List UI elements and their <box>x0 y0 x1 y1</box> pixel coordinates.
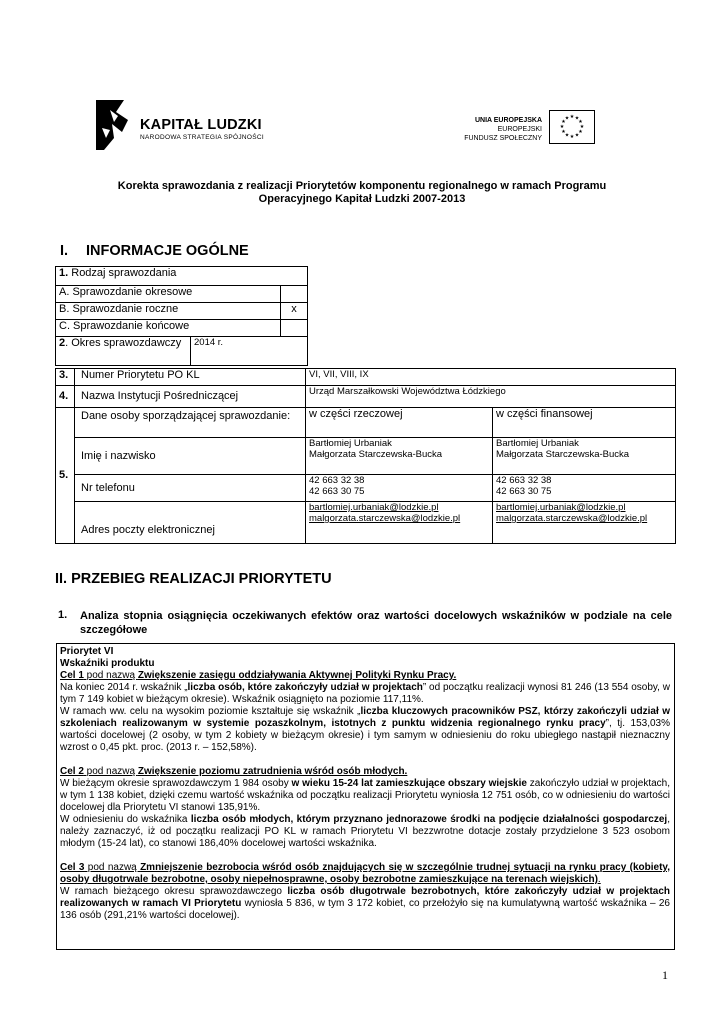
svg-text:★: ★ <box>559 124 565 130</box>
period-number: 2 <box>59 337 66 349</box>
name-financial-2: Małgorzata Starczewska-Bucka <box>496 449 630 460</box>
paragraph-2-a: W ramach ww. celu na wysokim poziomie kształtuje się wskaźnik „ <box>60 706 361 717</box>
kapital-ludzki-title: KAPITAŁ LUDZKI <box>140 117 262 133</box>
report-type-label: Rodzaj sprawozdania <box>68 267 177 279</box>
phone-financial <box>493 475 676 502</box>
paragraph-3-a: W bieżącym okresie sprawozdawczym 1 984 osoby <box>60 778 292 789</box>
option-b-label: B. Sprawozdanie roczne <box>56 303 281 320</box>
option-b-mark: x <box>281 303 308 320</box>
name-material-2: Małgorzata Starczewska-Bucka <box>309 449 443 460</box>
paragraph-2-b: liczba kluczowych pracowników PSZ, którzy zakończyli udział w szkoleniach realizowanym w systemie pozaszkolnym, istotnych z punktu widzenia regionalnego rynku pracy <box>60 706 670 729</box>
period-label <box>56 337 191 366</box>
goal-3-period: . <box>597 874 601 885</box>
email-material <box>306 502 493 544</box>
email-financial-1[interactable]: bartlomiej.urbaniak@lodzkie.pl <box>496 502 626 513</box>
kapital-ludzki-subtitle: NARODOWA STRATEGIA SPÓJNOŚCI <box>140 134 264 141</box>
column-financial-label: w części finansowej <box>493 408 676 438</box>
goal-2-connector: pod nazwą <box>83 766 138 777</box>
document-title <box>60 180 664 206</box>
priority-content <box>60 646 670 922</box>
row-3-number: 3. <box>56 369 75 386</box>
option-c-mark <box>281 320 308 337</box>
paragraph-5-a: W ramach bieżącego okresu sprawozdawczego <box>60 886 288 897</box>
paragraph-2-c: ”, tj. 153,03% wartości docelowej (2 osoby, w tym 2 kobiety w bieżącym okresie) i tym samym w odniesieniu do roku ubiegłego nastąpił nieznaczny wzrost o 0,45 pkt. proc. (2013 r. – 152,58%). <box>60 718 671 753</box>
name-material <box>306 438 493 475</box>
document-title-line-1: Korekta sprawozdania z realizacji Priorytetów komponentu regionalnego w ramach Programu <box>117 180 607 192</box>
paragraph-5-b: liczba osób długotrwale bezrobotnych, które zakończyły udział w projektach realizowanych w ramach VI Priorytetu <box>60 886 671 909</box>
eu-flag-icon <box>549 110 595 144</box>
phone-material-1: 42 663 32 38 <box>309 475 365 486</box>
paragraph-2 <box>60 706 670 754</box>
paragraph-1-c: ” od początku realizacji wynosi 81 246 (13 554 osoby, w tym 7 149 kobiet w bieżącym okresie). Wskaźnik osiągnięto na poziomie 117,11%. <box>60 682 670 705</box>
report-type-header <box>56 267 308 286</box>
email-financial <box>493 502 676 544</box>
ue-line-1: UNIA EUROPEJSKA <box>474 117 542 124</box>
row-4-number: 4. <box>56 386 75 408</box>
paragraph-4-c: , należy zaznaczyć, iż od początku realizacji PO KL w ramach Priorytetu VI bezzwrotne dotacje zostały przydzielone 3 523 osobom młodym (15-24 lat), co stanowi 186,40% docelowej wartości wskaźnika. <box>60 814 670 849</box>
goal-3-label: Cel 3 <box>60 862 85 873</box>
paragraph-3-c: zakończyło udział w projektach, w tym 1 138 kobiet, dzięki czemu wartość wskaźnika od początku realizacji Priorytetu wyniosła 12 751 osób, co w odniesieniu do wartości docelowej dla Priorytetu VI stanowi 135,91%. <box>60 778 671 813</box>
column-material-label: w części rzeczowej <box>306 408 493 438</box>
institution-table <box>55 368 676 544</box>
goal-1-label: Cel 1 <box>60 670 84 681</box>
report-type-table <box>55 266 308 366</box>
row-3-label: Numer Priorytetu PO KL <box>75 369 306 386</box>
svg-text:★: ★ <box>579 124 585 130</box>
svg-text:★: ★ <box>569 114 575 120</box>
goal-3-name: Zmniejszenie bezrobocia wśród osób znajdujących się w szczególnie trudnej sytuacji na rynku pracy (kobiety, osoby długotrwale bezrobotne, osoby niepełnosprawne, osoby bezrobotne zamieszkujące na terenach wiejskich) <box>60 862 671 885</box>
paragraph-1 <box>60 682 670 706</box>
phone-material <box>306 475 493 502</box>
goal-2-label: Cel 2 <box>60 766 84 777</box>
goal-2-name: Zwiększenie poziomu zatrudnienia wśród osób młodych. <box>137 766 408 777</box>
name-material-1: Bartłomiej Urbaniak <box>309 438 392 449</box>
subsection-1-number: 1. <box>58 609 68 621</box>
svg-text:★: ★ <box>569 134 575 140</box>
document-title-line-2: Operacyjnego Kapitał Ludzki 2007-2013 <box>258 193 466 205</box>
page-number: 1 <box>662 968 668 982</box>
report-type-number: 1. <box>59 267 69 279</box>
name-financial <box>493 438 676 475</box>
paragraph-3 <box>60 778 670 814</box>
period-label-text: . Okres sprawozdawczy <box>65 337 182 349</box>
row-5-number: 5. <box>56 408 75 544</box>
paragraph-1-b: liczba osób, które zakończyły udział w projektach <box>187 682 423 693</box>
name-label: Imię i nazwisko <box>75 438 306 475</box>
row-4-value: Urząd Marszałkowski Województwa Łódzkiego <box>306 386 676 408</box>
section-2-title: II. PRZEBIEG REALIZACJI PRIORYTETU <box>55 571 332 587</box>
ue-logo-text <box>440 116 542 143</box>
option-a-mark <box>281 286 308 303</box>
goal-1-name: Zwiększenie zasięgu oddziaływania Aktywnej Polityki Rynku Pracy. <box>137 670 457 681</box>
section-1-number: I. <box>60 243 69 259</box>
goal-3-heading <box>60 862 670 886</box>
svg-text:★: ★ <box>564 132 570 139</box>
section-1-title: INFORMACJE OGÓLNE <box>86 243 249 259</box>
goal-1-connector: pod nazwą <box>83 670 138 681</box>
svg-text:★: ★ <box>561 129 566 135</box>
svg-text:★: ★ <box>574 132 580 139</box>
email-material-1[interactable]: bartlomiej.urbaniak@lodzkie.pl <box>309 502 439 513</box>
goal-3-connector: pod nazwą <box>84 862 141 873</box>
preparer-header-label: Dane osoby sporządzającej sprawozdanie: <box>75 408 306 438</box>
ue-line-3: FUNDUSZ SPOŁECZNY <box>464 135 542 142</box>
paragraph-4 <box>60 814 670 850</box>
email-financial-2[interactable]: malgorzata.starczewska@lodzkie.pl <box>496 513 648 524</box>
paragraph-4-a: W odniesieniu do wskaźnika <box>60 814 191 825</box>
paragraph-1-a: Na koniec 2014 r. wskaźnik „ <box>60 682 188 693</box>
paragraph-5-c: wyniosła 5 836, w tym 3 172 kobiet, co przełożyło się na kumulatywną wartość wskaźnika – 26 136 osób (291,21% wartości docelowej). <box>60 898 670 921</box>
goal-2-heading <box>60 766 670 778</box>
priority-heading: Priorytet VI <box>60 646 114 657</box>
kapital-ludzki-logo-icon <box>92 98 140 152</box>
ue-line-2: EUROPEJSKI <box>497 126 542 133</box>
goal-1-heading <box>60 670 670 682</box>
svg-text:★: ★ <box>574 115 580 122</box>
option-a-label: A. Sprawozdanie okresowe <box>56 286 281 303</box>
period-value: 2014 r. <box>191 337 308 366</box>
svg-text:★: ★ <box>578 119 583 125</box>
svg-text:★: ★ <box>578 129 583 135</box>
paragraph-4-b: liczba osób młodych, którym przyznano jednorazowe środki na podjęcie działalności gospodarczej <box>190 814 668 825</box>
phone-material-2: 42 663 30 75 <box>309 486 365 497</box>
phone-label: Nr telefonu <box>75 475 306 502</box>
phone-financial-2: 42 663 30 75 <box>496 486 552 497</box>
svg-text:★: ★ <box>561 119 566 125</box>
row-3-value: VI, VII, VIII, IX <box>306 369 676 386</box>
paragraph-5 <box>60 886 670 922</box>
name-financial-1: Bartłomiej Urbaniak <box>496 438 579 449</box>
subsection-1-title: Analiza stopnia osiągnięcia oczekiwanych efektów oraz wartości docelowych wskaźników w podziale na cele szczegółowe <box>80 610 672 636</box>
row-4-label: Nazwa Instytucji Pośredniczącej <box>75 386 306 408</box>
email-label: Adres poczty elektronicznej <box>75 502 306 544</box>
paragraph-3-b: w wieku 15-24 lat zamieszkujące obszary wiejskie <box>291 778 527 789</box>
indicators-heading: Wskaźniki produktu <box>60 658 155 669</box>
svg-text:★: ★ <box>564 115 570 122</box>
email-material-2[interactable]: malgorzata.starczewska@lodzkie.pl <box>309 513 461 524</box>
phone-financial-1: 42 663 32 38 <box>496 475 552 486</box>
option-c-label: C. Sprawozdanie końcowe <box>56 320 281 337</box>
